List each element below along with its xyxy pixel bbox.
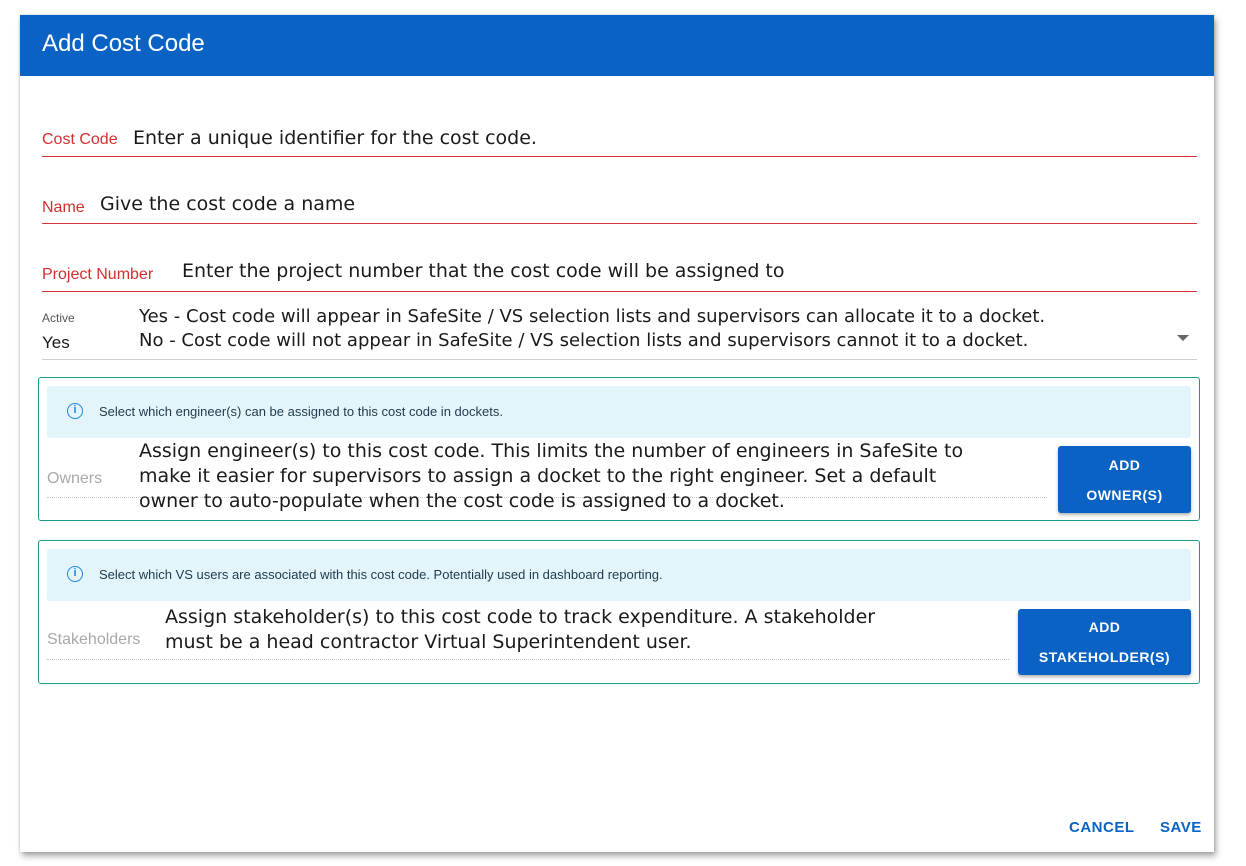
add-stakeholders-button-label-line2: STAKEHOLDER(S): [1038, 649, 1171, 665]
stakeholders-info-banner: [47, 549, 1191, 601]
dialog-title: Add Cost Code: [42, 30, 205, 57]
add-stakeholders-button[interactable]: [1018, 609, 1191, 675]
dialog-title-bar: [20, 15, 1214, 76]
cancel-button[interactable]: CANCEL: [1069, 819, 1135, 836]
owners-panel: [38, 377, 1200, 521]
cost-code-label: Cost Code: [42, 131, 118, 148]
cost-code-field[interactable]: [42, 125, 1197, 157]
add-owners-button-label-line1: ADD: [1108, 457, 1141, 473]
add-owners-button-label-line2: OWNER(S): [1086, 487, 1163, 503]
add-owners-button[interactable]: [1058, 446, 1191, 513]
name-field[interactable]: [42, 191, 1197, 224]
owners-description-line: Assign engineer(s) to this cost code. This limits the number of engineers in SafeSite to: [139, 440, 964, 462]
owners-description-line: owner to auto-populate when the cost code is assigned to a docket.: [139, 490, 785, 512]
active-selected-value[interactable]: Yes: [42, 333, 70, 352]
owners-info-banner: [47, 386, 1191, 438]
stakeholders-info-text: Select which VS users are associated with this cost code. Potentially used in dashboard reporting.: [99, 567, 663, 582]
cost-code-input[interactable]: Enter a unique identifier for the cost code.: [133, 127, 537, 149]
info-icon: i: [67, 566, 83, 582]
owners-info-text: Select which engineer(s) can be assigned to this cost code in dockets.: [99, 404, 503, 419]
owners-description: [139, 439, 963, 514]
project-number-field[interactable]: [42, 257, 1197, 292]
add-stakeholders-button-label-line1: ADD: [1088, 619, 1121, 635]
stakeholders-description-line: must be a head contractor Virtual Superintendent user.: [165, 631, 692, 653]
active-note-no: No - Cost code will not appear in SafeSite / VS selection lists and supervisors cannot it to a docket.: [139, 330, 1029, 351]
info-icon: i: [67, 403, 83, 419]
active-select[interactable]: [42, 305, 1197, 360]
owners-picker-label[interactable]: Owners: [47, 470, 103, 487]
stakeholders-picker-label[interactable]: Stakeholders: [47, 631, 141, 648]
stakeholders-description: [165, 605, 875, 655]
stakeholders-picker-underline: [47, 659, 1009, 660]
stakeholders-panel: [38, 540, 1200, 684]
project-number-label: Project Number: [42, 266, 154, 283]
chevron-down-icon[interactable]: [1177, 335, 1189, 341]
name-label: Name: [42, 199, 85, 216]
project-number-input[interactable]: Enter the project number that the cost code will be assigned to: [182, 260, 785, 282]
stakeholders-description-line: Assign stakeholder(s) to this cost code to track expenditure. A stakeholder: [165, 606, 876, 628]
owners-description-line: make it easier for supervisors to assign a docket to the right engineer. Set a default: [139, 465, 937, 487]
save-button[interactable]: SAVE: [1160, 819, 1202, 836]
active-label: Active: [42, 311, 75, 325]
name-input[interactable]: Give the cost code a name: [100, 193, 356, 215]
active-note-yes: Yes - Cost code will appear in SafeSite / VS selection lists and supervisors can allocate it to a docket.: [139, 306, 1046, 327]
add-cost-code-dialog: [20, 15, 1214, 852]
